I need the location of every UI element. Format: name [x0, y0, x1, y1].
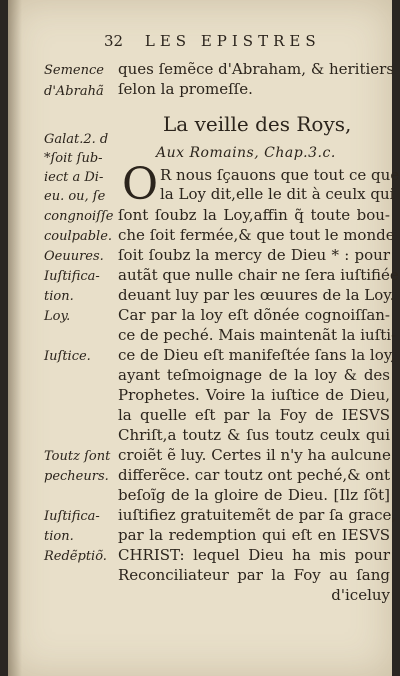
margin-note-galat: Galat.2. d	[44, 132, 109, 147]
margin-note-iustice: Iuſtice.	[44, 349, 91, 364]
text-line: ce de Dieu eſt manifeſtée ſans la loy,	[118, 346, 396, 364]
text-line: ayant teſmoignage de la loy & des	[118, 366, 390, 384]
text-line: d'iceluy	[331, 586, 390, 604]
margin-note-pecheurs: Toutz ſont	[44, 449, 111, 464]
margin-note-semence: Semence	[44, 63, 104, 78]
text-line: ſont ſoubz la Loy,affin q̃ toute bou-	[118, 206, 390, 224]
text-line: Reconciliateur par la Foy au ſang	[118, 566, 390, 584]
margin-note: coulpable.	[44, 229, 113, 244]
margin-note: pecheurs.	[44, 469, 109, 484]
margin-note-iustification: Iuſtifica-	[44, 269, 100, 284]
text-line: beſoĩg de la gloire de Dieu. [Ilz ſõt]	[118, 486, 390, 504]
margin-note: iect a Di-	[44, 170, 104, 185]
margin-note-redemption: Redẽptiõ.	[44, 549, 107, 564]
text-line: CHRIST: lequel Dieu ha mis pour	[118, 546, 390, 564]
text-line: ques ſemẽce d'Abraham, & heritiers	[118, 60, 395, 78]
text-line: ſelon la promeſſe.	[118, 80, 253, 98]
page-number: 32	[104, 32, 124, 50]
text-line: croiẽt ẽ luy. Certes il n'y ha aulcune	[118, 446, 391, 464]
margin-note-oeuures: Oeuures.	[44, 249, 104, 264]
text-line: R nous ſçauons que tout ce que	[160, 166, 400, 184]
margin-note: congnoiſſe	[44, 209, 114, 224]
running-head-title: LES EPISTRES	[144, 32, 321, 50]
page-gutter-shadow	[8, 0, 22, 676]
text-line: la Loy dit,elle le dit à ceulx qui	[160, 185, 395, 203]
text-line: deuant luy par les œuures de la Loy.	[118, 286, 395, 304]
running-head	[104, 32, 321, 50]
text-line: Car par la loy eſt dõnée cognoiſſan-	[118, 306, 390, 324]
text-line: Prophetes. Voire la iuſtice de Dieu,	[118, 386, 390, 404]
margin-note-loy: Loy.	[44, 309, 71, 324]
margin-note-dabraham: d'Abrahã	[44, 84, 104, 99]
text-line: la quelle eſt par la Foy de IESVS	[118, 406, 390, 424]
text-line: iuſtifiez gratuitemẽt de par ſa grace,	[118, 506, 397, 524]
margin-note-iustification: Iuſtifica-	[44, 509, 100, 524]
text-line: par la redemption qui eſt en IESVS	[118, 526, 390, 544]
text-line: differẽce. car toutz ont peché,& ont	[118, 466, 391, 484]
margin-note: eu. ou, ſe	[44, 189, 106, 204]
drop-cap: O	[122, 159, 159, 210]
text-line: ce de peché. Mais maintenãt la iuſti-	[118, 326, 397, 344]
book-page	[8, 0, 400, 676]
margin-note: tion.	[44, 289, 74, 304]
margin-note: *ſoit ſub-	[44, 151, 103, 166]
margin-note: tion.	[44, 529, 74, 544]
chapter-reference: Aux Romains, Chap.3.c.	[156, 145, 336, 161]
text-line: ſoit ſoubz la mercy de Dieu * : pour	[118, 246, 390, 264]
section-title: La veille des Roys,	[163, 112, 352, 136]
text-line: autãt que nulle chair ne ſera iuſtifiée	[118, 266, 399, 284]
text-line: Chriſt,a toutz & ſus toutz ceulx qui	[118, 426, 390, 444]
text-line: che ſoit fermée,& que tout le monde	[118, 226, 395, 244]
